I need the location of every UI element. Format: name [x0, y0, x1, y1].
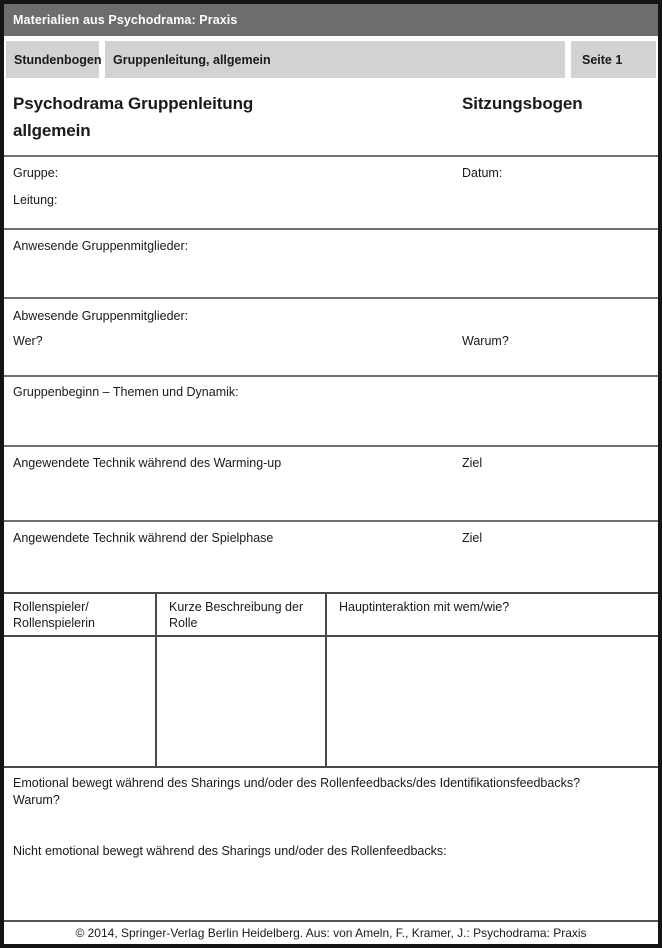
field-label-wer: Wer?	[13, 334, 43, 348]
header-col2-line2: Rolle	[169, 616, 198, 630]
field-label-technik-warmup: Angewendete Technik während des Warming-up	[13, 456, 282, 470]
field-label-datum: Datum:	[462, 166, 503, 180]
header-col2-line1: Kurze Beschreibung der	[169, 600, 304, 614]
footer-copyright-bar	[4, 920, 658, 944]
page-number-badge	[571, 41, 656, 78]
section-technik-spielphase	[4, 520, 658, 592]
field-label-gruppenbeginn: Gruppenbeginn – Themen und Dynamik:	[13, 385, 239, 399]
field-label-gruppe: Gruppe:	[13, 166, 59, 180]
form-title-line1: Psychodrama Gruppenleitung	[13, 94, 254, 113]
header-band-title: Materialien aus Psychodrama: Praxis	[13, 13, 238, 27]
field-label-leitung: Leitung:	[13, 193, 58, 207]
header-col1-line1: Rollenspieler/	[13, 600, 89, 614]
section-anwesende	[4, 228, 658, 297]
copyright-text: © 2014, Springer-Verlag Berlin Heidelberg. Aus: von Ameln, F., Kramer, J.: Psychodrama: Praxis	[75, 926, 587, 940]
header-band	[4, 4, 658, 36]
table-cell-rollenspieler	[4, 637, 155, 766]
title-section	[4, 78, 658, 155]
table-cell-hauptinteraktion	[325, 637, 658, 766]
section-gruppe-leitung	[4, 155, 658, 228]
label-emotional-question: Emotional bewegt während des Sharings und/oder des Rollenfeedbacks/des Identifikationsfeedbacks?	[13, 776, 581, 790]
section-sharing-feedback	[4, 768, 658, 920]
field-label-ziel-warmup: Ziel	[462, 456, 483, 470]
tabs-row	[4, 36, 658, 78]
field-label-ziel-spielphase: Ziel	[462, 531, 483, 545]
field-label-abwesende: Abwesende Gruppenmitglieder:	[13, 309, 189, 323]
field-label-anwesende: Anwesende Gruppenmitglieder:	[13, 239, 189, 253]
role-table-header-row	[4, 592, 658, 637]
role-table-header-rollenspieler	[4, 594, 155, 635]
form-title-line2: allgemein	[13, 121, 91, 140]
field-label-technik-spielphase: Angewendete Technik während der Spielphase	[13, 531, 274, 545]
section-technik-warmup	[4, 445, 658, 520]
role-table	[4, 592, 658, 768]
tab-stundenbogen-label: Stundenbogen	[14, 52, 102, 67]
role-table-header-hauptinteraktion	[325, 594, 658, 635]
role-table-body-row	[4, 637, 658, 768]
tab-gruppenleitung-allgemein	[105, 41, 565, 78]
section-abwesende	[4, 297, 658, 375]
role-table-header-beschreibung	[155, 594, 325, 635]
field-label-warum: Warum?	[462, 334, 509, 348]
table-cell-beschreibung	[155, 637, 325, 766]
section-gruppenbeginn	[4, 375, 658, 445]
header-col3-line1: Hauptinteraktion mit wem/wie?	[339, 600, 510, 614]
tab-gruppenleitung-label: Gruppenleitung, allgemein	[113, 52, 271, 67]
page-number-label: Seite 1	[582, 52, 623, 67]
label-nicht-emotional: Nicht emotional bewegt während des Sharings und/oder des Rollenfeedbacks:	[13, 844, 447, 858]
header-col1-line2: Rollenspielerin	[13, 616, 95, 630]
label-emotional-prompt: Warum?	[13, 793, 60, 807]
tab-stundenbogen	[6, 41, 102, 78]
form-subtitle: Sitzungsbogen	[462, 94, 583, 113]
